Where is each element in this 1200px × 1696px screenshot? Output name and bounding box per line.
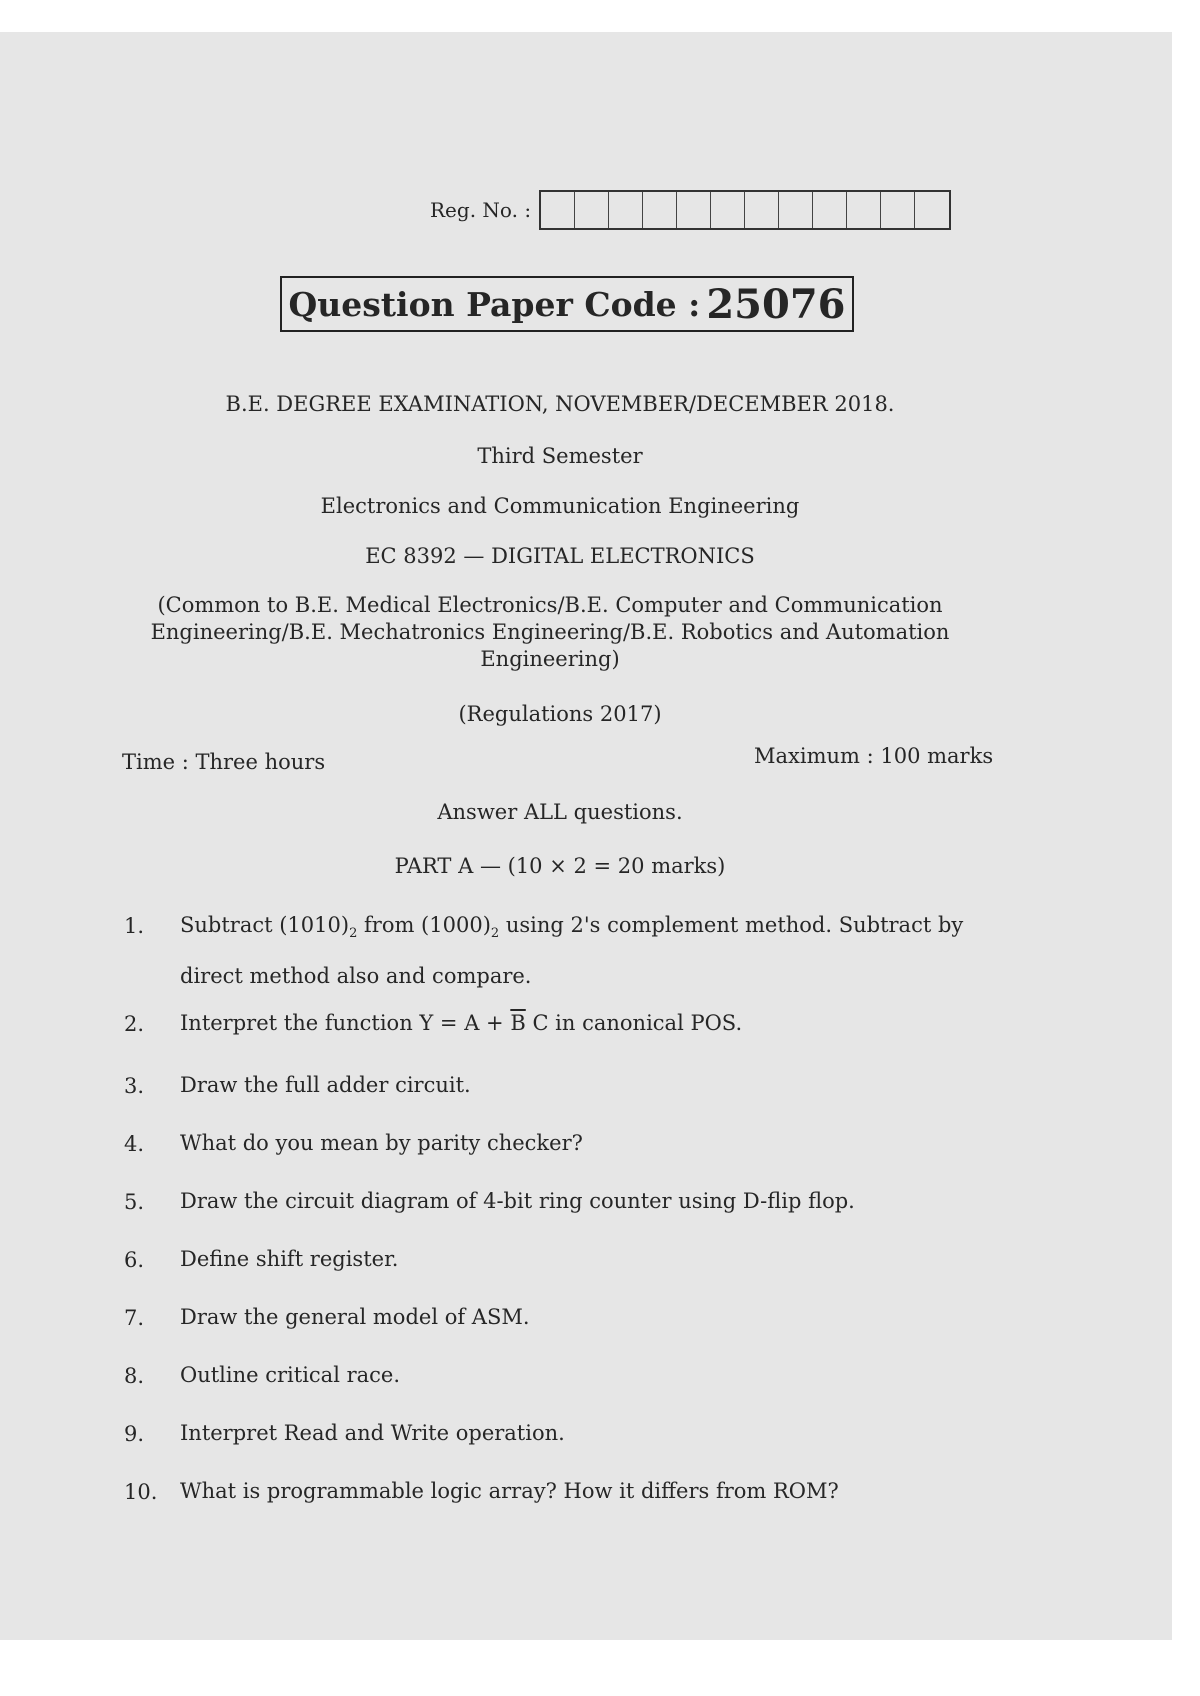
question-text: What do you mean by parity checker? [180, 1131, 583, 1155]
reg-no-box [711, 192, 745, 228]
department: Electronics and Communication Engineering [320, 494, 800, 518]
time-allowed: Time : Three hours [122, 750, 326, 774]
instruction: Answer ALL questions. [437, 800, 683, 824]
reg-no-box [847, 192, 881, 228]
question-text: Subtract $(1010)_2$ from $(1000)_2$ using 2's complement method. Subtract by direct method also and compare. [180, 913, 964, 989]
question-text: Outline critical race. [180, 1363, 401, 1387]
semester: Third Semester [477, 444, 643, 468]
question-number: 9. [124, 1422, 145, 1446]
reg-no-box [745, 192, 779, 228]
paper-code-number: 25076 [706, 280, 846, 328]
reg-no-box [779, 192, 813, 228]
paper-sheet [0, 32, 1172, 1640]
reg-no-box [813, 192, 847, 228]
question-text: Interpret Read and Write operation. [180, 1421, 565, 1445]
question-text: Define shift register. [180, 1247, 399, 1271]
question-number: 3. [124, 1074, 145, 1098]
maximum-marks: Maximum : 100 marks [754, 744, 994, 768]
question-number: 10. [124, 1480, 158, 1504]
question-text: Draw the full adder circuit. [180, 1073, 471, 1097]
reg-no-box [915, 192, 949, 228]
part-a-heading: PART A — (10 × 2 = 20 marks) [394, 854, 726, 878]
subject: EC 8392 — DIGITAL ELECTRONICS [365, 544, 755, 568]
paper-code-label: Question Paper Code : [288, 284, 701, 324]
reg-no [430, 190, 951, 230]
common-to: (Common to B.E. Medical Electronics/B.E. Computer and Communication Engineering/B.E. Mechatronics Engineering/B.E. Robotics and Automation Engineering) [150, 593, 950, 671]
question-text: What is programmable logic array? How it differs from ROM? [180, 1479, 839, 1503]
question-number: 2. [124, 1012, 145, 1036]
reg-no-box [575, 192, 609, 228]
question-number: 7. [124, 1306, 145, 1330]
question-number: 8. [124, 1364, 145, 1388]
reg-no-box [609, 192, 643, 228]
question-text: Draw the general model of ASM. [180, 1305, 530, 1329]
question-number: 1. [124, 914, 145, 938]
reg-no-label: Reg. No. : [430, 198, 532, 222]
reg-no-box [643, 192, 677, 228]
reg-no-box [881, 192, 915, 228]
question-text: Interpret the function $Y = A + \overline{B}$ C in canonical POS. [180, 1011, 743, 1035]
regulations: (Regulations 2017) [458, 702, 662, 726]
reg-no-box [677, 192, 711, 228]
reg-no-box [541, 192, 575, 228]
question-number: 5. [124, 1190, 145, 1214]
exam-title: B.E. DEGREE EXAMINATION, NOVEMBER/DECEMBER 2018. [225, 392, 895, 416]
question-number: 6. [124, 1248, 145, 1272]
question-paper-code [280, 276, 854, 332]
reg-no-boxes [539, 190, 951, 230]
question-number: 4. [124, 1132, 145, 1156]
question-text: Draw the circuit diagram of 4-bit ring counter using D-flip flop. [180, 1189, 855, 1213]
